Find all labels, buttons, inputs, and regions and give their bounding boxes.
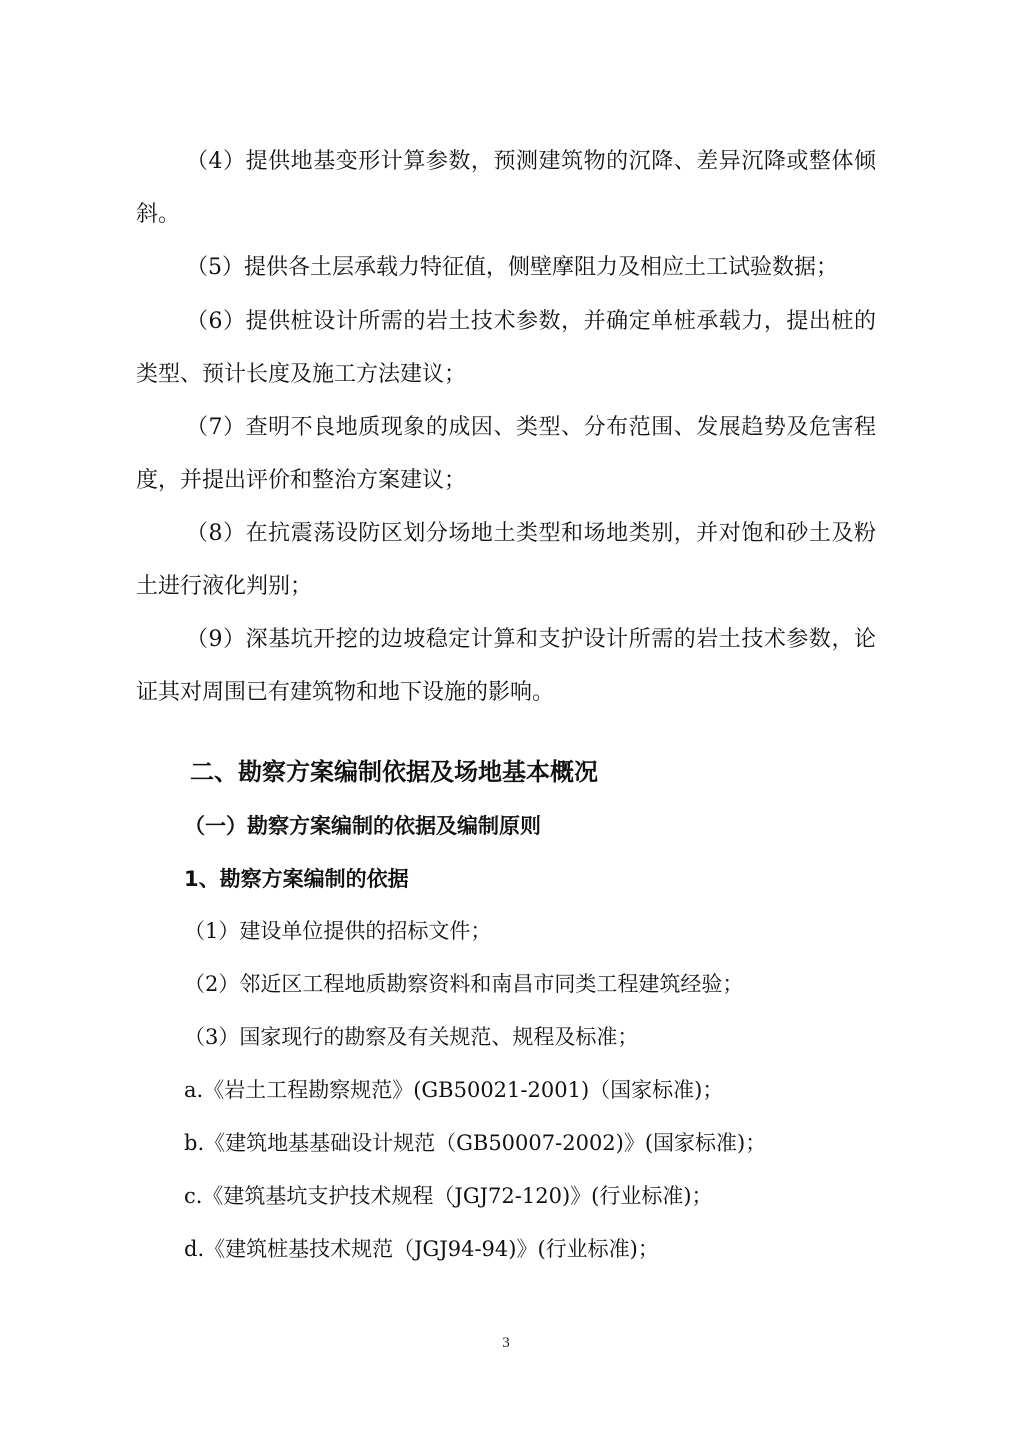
subsection-heading: （一）勘察方案编制的依据及编制原则: [184, 814, 541, 838]
basis-item-1: （1）建设单位提供的招标文件；: [184, 919, 492, 943]
standard-b: b.《建筑地基基础设计规范（GB50007-2002)》(国家标准)；: [184, 1131, 767, 1155]
basis-item-2: （2）邻近区工程地质勘察资料和南昌市同类工程建筑经验；: [184, 972, 744, 996]
item-heading: 1、勘察方案编制的依据: [184, 867, 409, 891]
paragraph-item-6: （6）提供桩设计所需的岩土技术参数，并确定单桩承载力，提出桩的类型、预计长度及施工方法建议；: [136, 309, 876, 387]
basis-item-3: （3）国家现行的勘察及有关规范、规程及标准；: [184, 1025, 639, 1049]
page-number: 3: [502, 1335, 510, 1351]
section-heading: 二、勘察方案编制依据及场地基本概况: [190, 758, 598, 786]
paragraph-item-9: （9）深基坑开挖的边坡稳定计算和支护设计所需的岩土技术参数，论证其对周围已有建筑物和地下设施的影响。: [136, 627, 876, 705]
paragraph-item-8: （8）在抗震荡设防区划分场地土类型和场地类别，并对饱和砂土及粉土进行液化判别；: [136, 521, 876, 599]
standard-d: d.《建筑桩基技术规范（JGJ94-94)》(行业标准)；: [184, 1237, 659, 1261]
standard-a: a.《岩土工程勘察规范》(GB50021-2001)（国家标准)；: [184, 1078, 724, 1102]
paragraph-item-5: （5）提供各土层承载力特征值，侧壁摩阻力及相应土工试验数据；: [186, 255, 838, 280]
standard-c: c.《建筑基坑支护技术规程（JGJ72-120)》(行业标准)；: [184, 1184, 713, 1208]
paragraph-item-4: （4）提供地基变形计算参数，预测建筑物的沉降、差异沉降或整体倾斜。: [136, 149, 876, 227]
paragraph-item-7: （7）查明不良地质现象的成因、类型、分布范围、发展趋势及危害程度，并提出评价和整治方案建议；: [136, 415, 876, 493]
